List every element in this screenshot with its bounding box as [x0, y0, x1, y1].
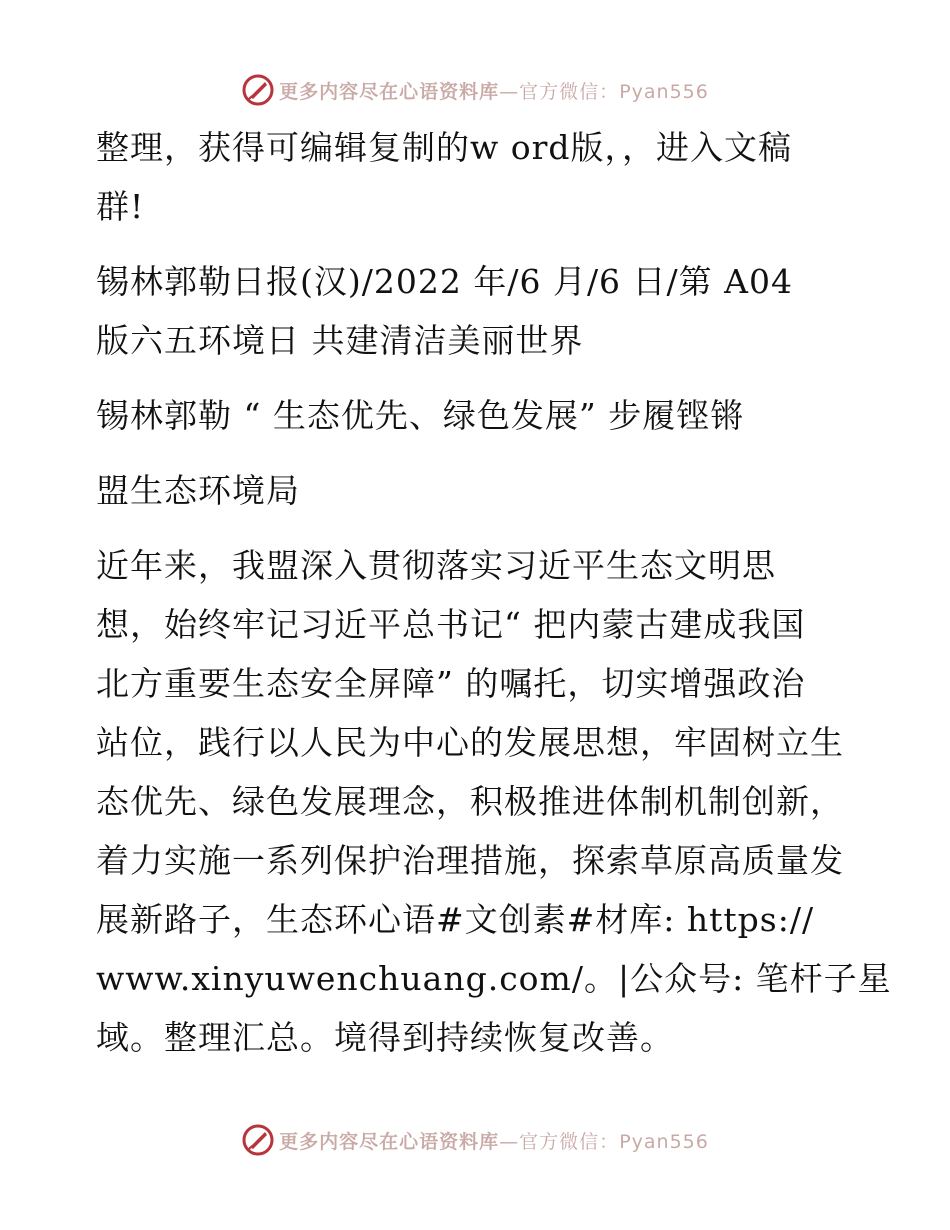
text-line: 北方重要生态安全屏障” 的嘱托，切实增强政治 [96, 664, 806, 703]
banner-wechat: Pyan556 [619, 1130, 709, 1153]
banner-official: 官方微信： [519, 1130, 620, 1153]
text-line: 近年来，我盟深入贯彻落实习近平生态文明思 [96, 546, 776, 585]
banner-wechat: Pyan556 [619, 80, 709, 103]
paragraph-intro [96, 118, 856, 236]
footer-watermark-banner [0, 1120, 950, 1160]
banner-main: 更多内容尽在心语资料库 [279, 80, 500, 103]
text-line: 整理，获得可编辑复制的w ord版，，进入文稿 [96, 128, 793, 167]
text-line: 想，始终牢记习近平总书记“ 把内蒙古建成我国 [96, 605, 806, 644]
text-line: 群! [96, 187, 145, 226]
paragraph-headline [96, 386, 856, 445]
paragraph-source [96, 252, 856, 370]
paragraph-body [96, 536, 892, 1067]
banner-text [279, 1127, 709, 1154]
paragraph-author [96, 461, 856, 520]
banner-dash: — [499, 80, 520, 103]
document-body [96, 118, 892, 1083]
banner-official: 官方微信： [519, 80, 620, 103]
banner-text [279, 77, 709, 104]
text-line: 态优先、绿色发展理念，积极推进体制机制创新， [96, 782, 844, 821]
text-line: 域。整理汇总。境得到持续恢复改善。 [96, 1018, 674, 1057]
text-line: 盟生态环境局 [96, 471, 300, 510]
quill-logo-icon [241, 73, 275, 107]
text-line: 着力实施一系列保护治理措施，探索草原高质量发 [96, 841, 844, 880]
text-line: 展新路子，生态环心语#文创素#材库: https:// [96, 900, 815, 939]
text-line: 锡林郭勒日报(汉)/2022 年/6 月/6 日/第 A04 [96, 262, 793, 301]
text-line: 版六五环境日 共建清洁美丽世界 [96, 321, 584, 360]
quill-logo-icon [241, 1123, 275, 1157]
banner-dash: — [499, 1130, 520, 1153]
text-line: www.xinyuwenchuang.com/。|公众号: 笔杆子星 [96, 959, 892, 998]
banner-main: 更多内容尽在心语资料库 [279, 1130, 500, 1153]
text-line: 站位，践行以人民为中心的发展思想，牢固树立生 [96, 723, 844, 762]
header-watermark-banner [0, 70, 950, 110]
text-line: 锡林郭勒 “ 生态优先、绿色发展” 步履铿锵 [96, 396, 745, 435]
